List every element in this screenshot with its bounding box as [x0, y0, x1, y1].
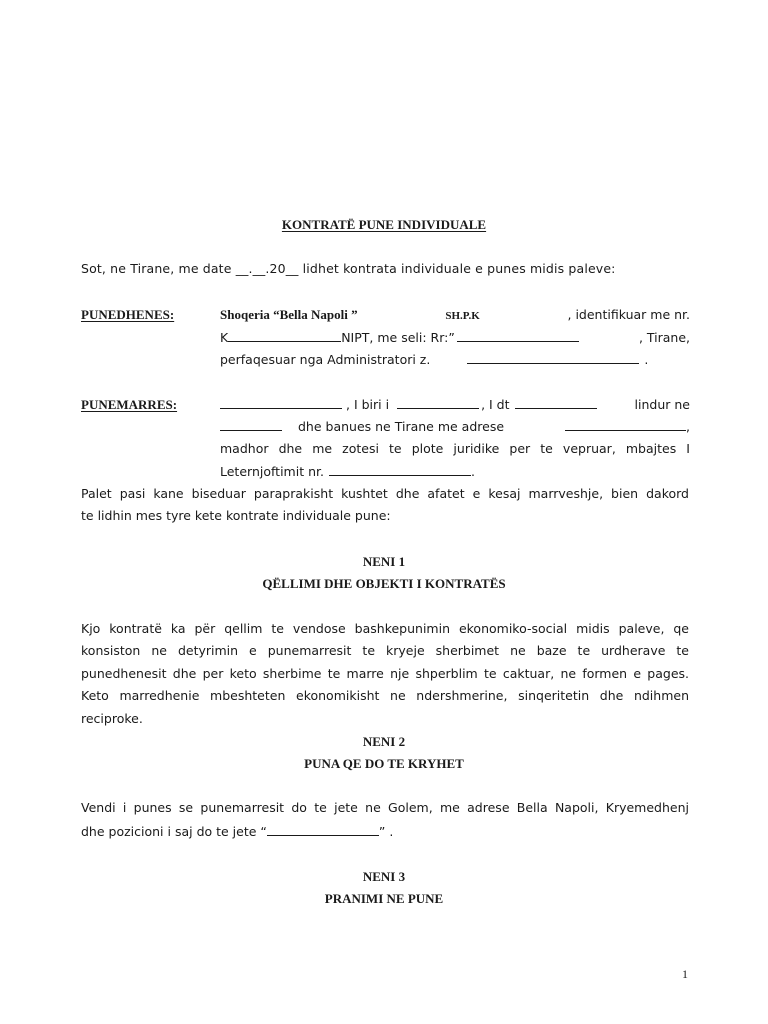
company-name: Shoqeria “Bella Napoli ” — [220, 307, 358, 322]
employer-line-3-period: . — [644, 352, 649, 367]
article-1-line-5: reciproke. — [81, 711, 143, 726]
employer-line-1 — [220, 308, 690, 322]
employee-address-text: dhe banues ne Tirane me adrese — [298, 419, 505, 434]
agreement-line-1: Palet pasi kane biseduar paraprakisht kushtet dhe afatet e kesaj marrveshje, bien dakord — [81, 486, 689, 501]
employee-line-4 — [220, 465, 475, 479]
employer-line-2 — [220, 331, 690, 345]
article-1-number: NENI 1 — [362, 554, 406, 569]
employee-dob-text: , I dt — [481, 397, 510, 412]
article-1-heading: QËLLIMI DHE OBJEKTI I KONTRATËS — [262, 576, 506, 591]
blank-date-of-birth — [515, 398, 597, 409]
page-number: 1 — [682, 967, 688, 981]
article-2-line-2 — [81, 825, 393, 839]
blank-administrator-name — [467, 353, 639, 364]
article-2-position-close: ” . — [378, 824, 394, 839]
agreement-line-2: te lidhin mes tyre kete kontrate individuale pune: — [81, 508, 391, 523]
employer-city-text: , Tirane, — [638, 330, 690, 345]
article-1-line-3: punedhenesit dhe per keto sherbime te marre nje shperblim te caktuar, ne formen e pages. — [81, 666, 689, 681]
article-1-line-4: Keto marredhenie mbeshteten ekonomikisht ne ndershmerine, sinqeritetin dhe ndihmen — [81, 688, 689, 703]
article-2-heading: PUNA QE DO TE KRYHET — [304, 756, 464, 771]
blank-street — [457, 331, 579, 342]
employer-label: PUNEDHENES: — [81, 307, 175, 322]
employer-representative-text: perfaqesuar nga Administratori z. — [220, 352, 431, 367]
blank-position — [267, 825, 379, 836]
blank-father-name — [397, 398, 479, 409]
blank-birthplace — [220, 420, 282, 431]
blank-nipt — [228, 331, 341, 342]
article-2-line-1: Vendi i punes se punemarresit do te jete ne Golem, me adrese Bella Napoli, Kryemedhenj — [81, 800, 689, 815]
employee-line-2-comma: , — [686, 419, 690, 434]
employer-seat-text: NIPT, me seli: Rr:” — [341, 330, 455, 345]
employer-line-3 — [220, 353, 648, 367]
employee-born-text: lindur ne — [634, 397, 690, 412]
company-type: SH.P.K — [445, 310, 480, 322]
employer-identification-text: , identifikuar me nr. — [567, 307, 690, 322]
employee-line-4-period: . — [470, 464, 475, 479]
article-2-number: NENI 2 — [362, 734, 406, 749]
employee-line-2 — [220, 420, 690, 434]
employee-id-text: Leternjoftimit nr. — [220, 464, 324, 479]
article-3-number: NENI 3 — [362, 869, 406, 884]
document-title: KONTRATË PUNE INDIVIDUALE — [281, 217, 487, 232]
employee-label: PUNEMARRES: — [81, 397, 178, 412]
employee-line-3: madhor dhe me zotesi te plote juridike per te vepruar, mbajtes I — [220, 441, 690, 456]
blank-id-number — [329, 465, 471, 476]
employee-father-text: , I biri i — [346, 397, 390, 412]
blank-employee-name — [220, 398, 342, 409]
article-1-line-2: konsiston ne detyrimin e punemarresit te kryeje sherbimet ne baze te urdherave te — [81, 643, 689, 658]
article-3-heading: PRANIMI NE PUNE — [324, 891, 444, 906]
employer-k-prefix: K — [220, 330, 229, 345]
article-2-position-text: dhe pozicioni i saj do te jete “ — [81, 824, 267, 839]
intro-text: Sot, ne Tirane, me date __.__.20__ lidhet kontrata individuale e punes midis paleve: — [81, 261, 616, 276]
employee-line-1 — [220, 398, 690, 412]
blank-employee-address — [565, 420, 686, 431]
article-1-line-1: Kjo kontratë ka për qellim te vendose bashkepunimin ekonomiko-social midis paleve, qe — [81, 621, 689, 636]
